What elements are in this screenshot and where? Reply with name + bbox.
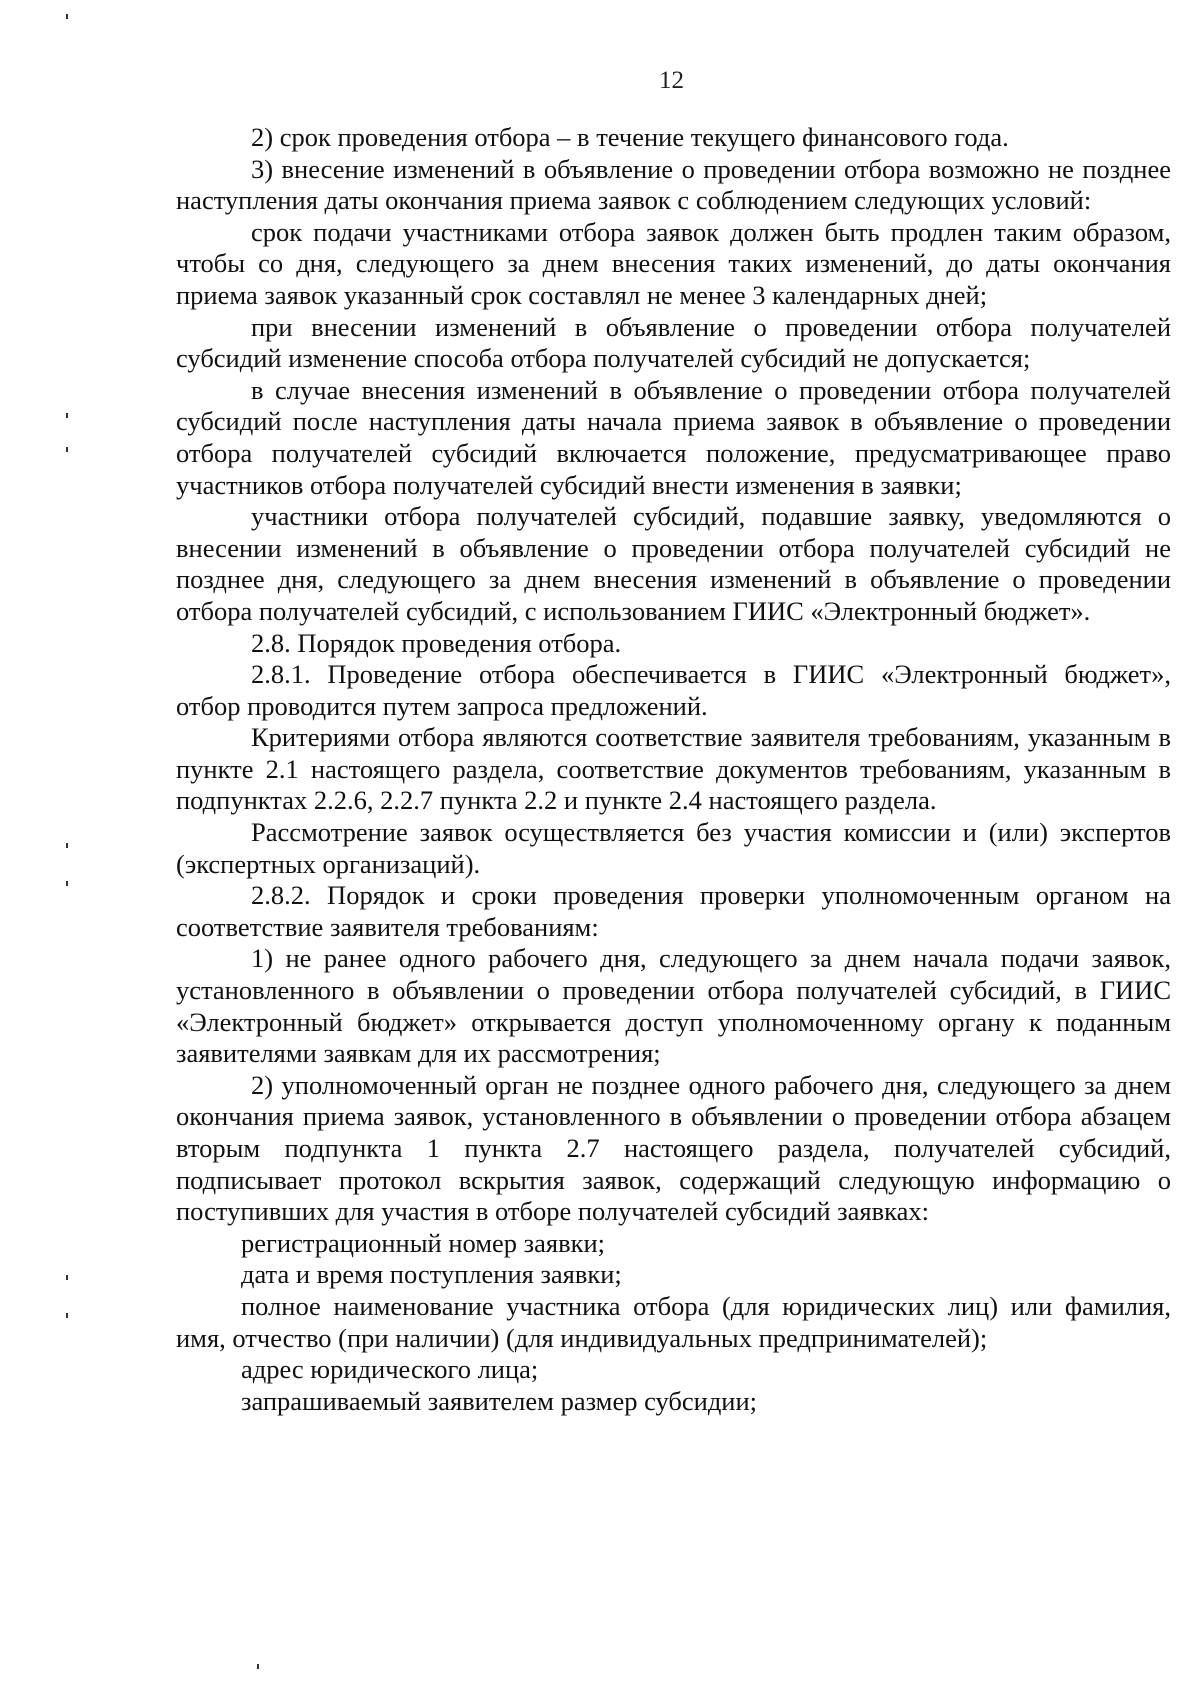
paragraph: срок подачи участниками отбора заявок должен быть продлен таким образом, чтобы со дня, следующего за днем внесения таких изменений, до даты окончания приема заявок указанный срок составлял не менее 3 календарных дней; [176,216,1171,310]
scan-mark [66,413,68,418]
paragraph: 2.8.1. Проведение отбора обеспечивается в ГИИС «Электронный бюджет», отбор проводится путем запроса предложений. [176,659,1171,721]
paragraph: 2) уполномоченный орган не позднее одного рабочего дня, следующего за днем окончания приема заявок, установленного в объявлении о проведении отбора абзацем вторым подпункта 1 пункта 2.7 настоящего раздела, получателей субсидий, подписывает протокол вскрытия заявок, содержащий следующую информацию о поступивших для участия в отборе получателей субсидий заявках: [176,1069,1171,1227]
list-item: регистрационный номер заявки; [241,1227,606,1258]
scan-mark [66,447,68,452]
list-item: адрес юридического лица; [241,1354,539,1385]
scan-mark [66,881,68,886]
section-heading: 2.8. Порядок проведения отбора. [251,627,622,658]
list-item: дата и время поступления заявки; [241,1259,622,1290]
paragraph: в случае внесения изменений в объявление о проведении отбора получателей субсидий после наступления даты начала приема заявок в объявление о проведении отбора получателей субсидий включается положение, предусматривающее право участников отбора получателей субсидий внести изменения в заявки; [176,374,1171,500]
paragraph: 1) не ранее одного рабочего дня, следующего за днем начала подачи заявок, установленного в объявлении о проведении отбора получателей субсидий, в ГИИС «Электронный бюджет» открывается доступ уполномоченному органу к поданным заявителями заявкам для их рассмотрения; [176,943,1171,1069]
scan-mark [66,14,68,19]
paragraph: 2.8.2. Порядок и сроки проведения проверки уполномоченным органом на соответствие заявителя требованиям: [176,880,1171,942]
paragraph: участники отбора получателей субсидий, подавшие заявку, уведомляются о внесении изменений в объявление о проведении отбора получателей субсидий не позднее дня, следующего за днем внесения изменений в объявление о проведении отбора получателей субсидий, с использованием ГИИС «Электронный бюджет». [176,501,1171,626]
page-number: 12 [659,67,684,94]
scan-mark [257,1664,259,1669]
paragraph: 3) внесение изменений в объявление о проведении отбора возможно не позднее наступления даты окончания приема заявок с соблюдением следующих условий: [176,153,1171,216]
scan-mark [66,843,68,848]
scan-mark [66,1313,68,1318]
paragraph: Критериями отбора являются соответствие заявителя требованиям, указанным в пункте 2.1 настоящего раздела, соответствие документов требованиям, указанным в подпунктах 2.2.6, 2.2.7 пункта 2.2 и пункте 2.4 настоящего раздела. [176,722,1171,816]
document-body [176,122,1171,1417]
scan-mark [66,1275,68,1280]
list-item: запрашиваемый заявителем размер субсидии; [241,1385,758,1416]
paragraph: при внесении изменений в объявление о проведении отбора получателей субсидий изменение способа отбора получателей субсидий не допускается; [176,311,1171,374]
list-item: полное наименование участника отбора (для юридических лиц) или фамилия, имя, отчество (при наличии) (для индивидуальных предпринимателей); [176,1290,1171,1353]
paragraph: Рассмотрение заявок осуществляется без участия комиссии и (или) экспертов (экспертных организаций). [176,817,1171,879]
paragraph: 2) срок проведения отбора – в течение текущего финансового года. [251,122,1009,152]
